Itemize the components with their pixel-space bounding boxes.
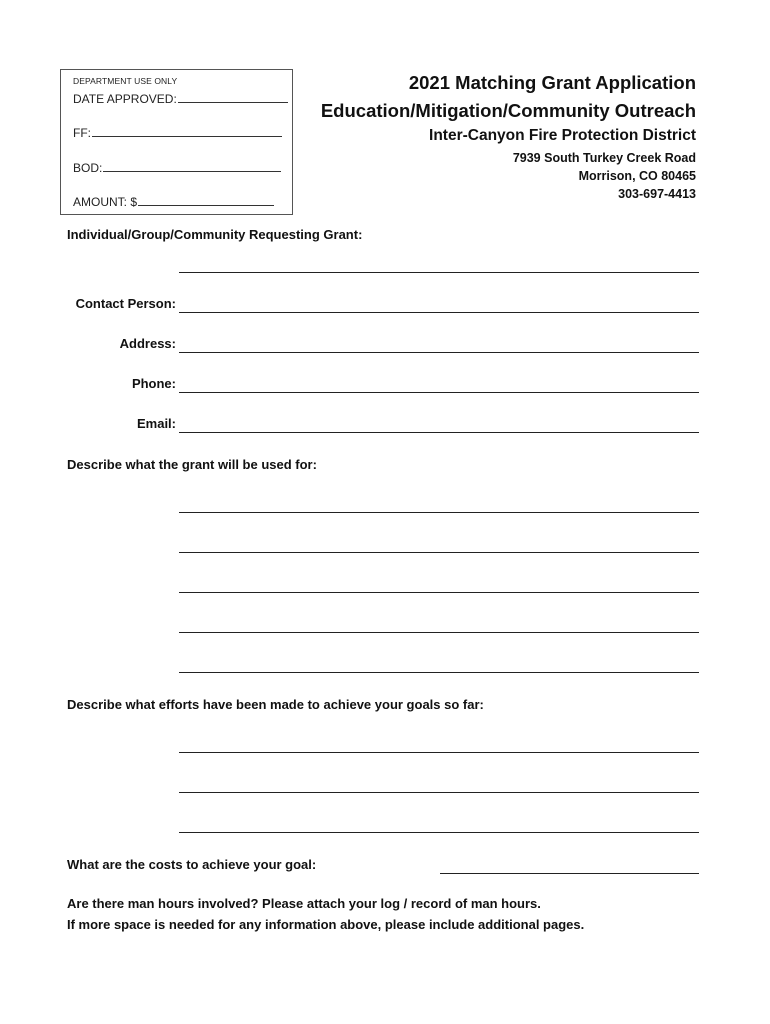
grant-use-line-1[interactable] xyxy=(179,512,699,513)
email-line[interactable] xyxy=(179,432,699,433)
grant-use-line-2[interactable] xyxy=(179,552,699,553)
district-address-line1: 7939 South Turkey Creek Road xyxy=(512,151,696,165)
requesting-label: Individual/Group/Community Requesting Grant: xyxy=(67,227,363,242)
efforts-line-3[interactable] xyxy=(179,832,699,833)
date-approved-field[interactable] xyxy=(73,90,288,106)
amount-blank[interactable] xyxy=(138,193,274,206)
district-address-line2: Morrison, CO 80465 xyxy=(578,169,696,183)
ff-label: FF: xyxy=(73,126,91,140)
bod-label: BOD: xyxy=(73,161,103,175)
date-approved-label: DATE APPROVED: xyxy=(73,92,177,106)
ff-field[interactable] xyxy=(73,124,282,140)
grant-use-line-5[interactable] xyxy=(179,672,699,673)
costs-label: What are the costs to achieve your goal: xyxy=(67,857,317,872)
district-phone: 303-697-4413 xyxy=(618,187,696,201)
efforts-line-1[interactable] xyxy=(179,752,699,753)
additional-pages-note: If more space is needed for any information above, please include additional pages. xyxy=(67,917,585,932)
requesting-line[interactable] xyxy=(179,272,699,273)
amount-field[interactable] xyxy=(73,193,274,209)
contact-label: Contact Person: xyxy=(75,296,176,311)
efforts-label: Describe what efforts have been made to achieve your goals so far: xyxy=(67,697,484,712)
phone-label: Phone: xyxy=(131,376,176,391)
ff-blank[interactable] xyxy=(92,124,282,137)
address-label: Address: xyxy=(119,336,176,351)
phone-line[interactable] xyxy=(179,392,699,393)
man-hours-note: Are there man hours involved? Please attach your log / record of man hours. xyxy=(67,896,541,911)
district-name: Inter-Canyon Fire Protection District xyxy=(429,127,696,144)
costs-line[interactable] xyxy=(440,873,699,874)
efforts-line-2[interactable] xyxy=(179,792,699,793)
form-title: 2021 Matching Grant Application xyxy=(408,72,696,93)
address-line[interactable] xyxy=(179,352,699,353)
bod-blank[interactable] xyxy=(103,159,281,172)
grant-use-line-3[interactable] xyxy=(179,592,699,593)
grant-use-label: Describe what the grant will be used for: xyxy=(67,457,317,472)
date-approved-blank[interactable] xyxy=(178,90,288,103)
bod-field[interactable] xyxy=(73,159,281,175)
grant-use-line-4[interactable] xyxy=(179,632,699,633)
form-subtitle: Education/Mitigation/Community Outreach xyxy=(320,100,696,121)
email-label: Email: xyxy=(136,416,176,431)
department-use-caption: DEPARTMENT USE ONLY xyxy=(73,76,178,86)
department-use-box xyxy=(60,69,293,215)
amount-label: AMOUNT: $ xyxy=(73,195,138,209)
contact-line[interactable] xyxy=(179,312,699,313)
